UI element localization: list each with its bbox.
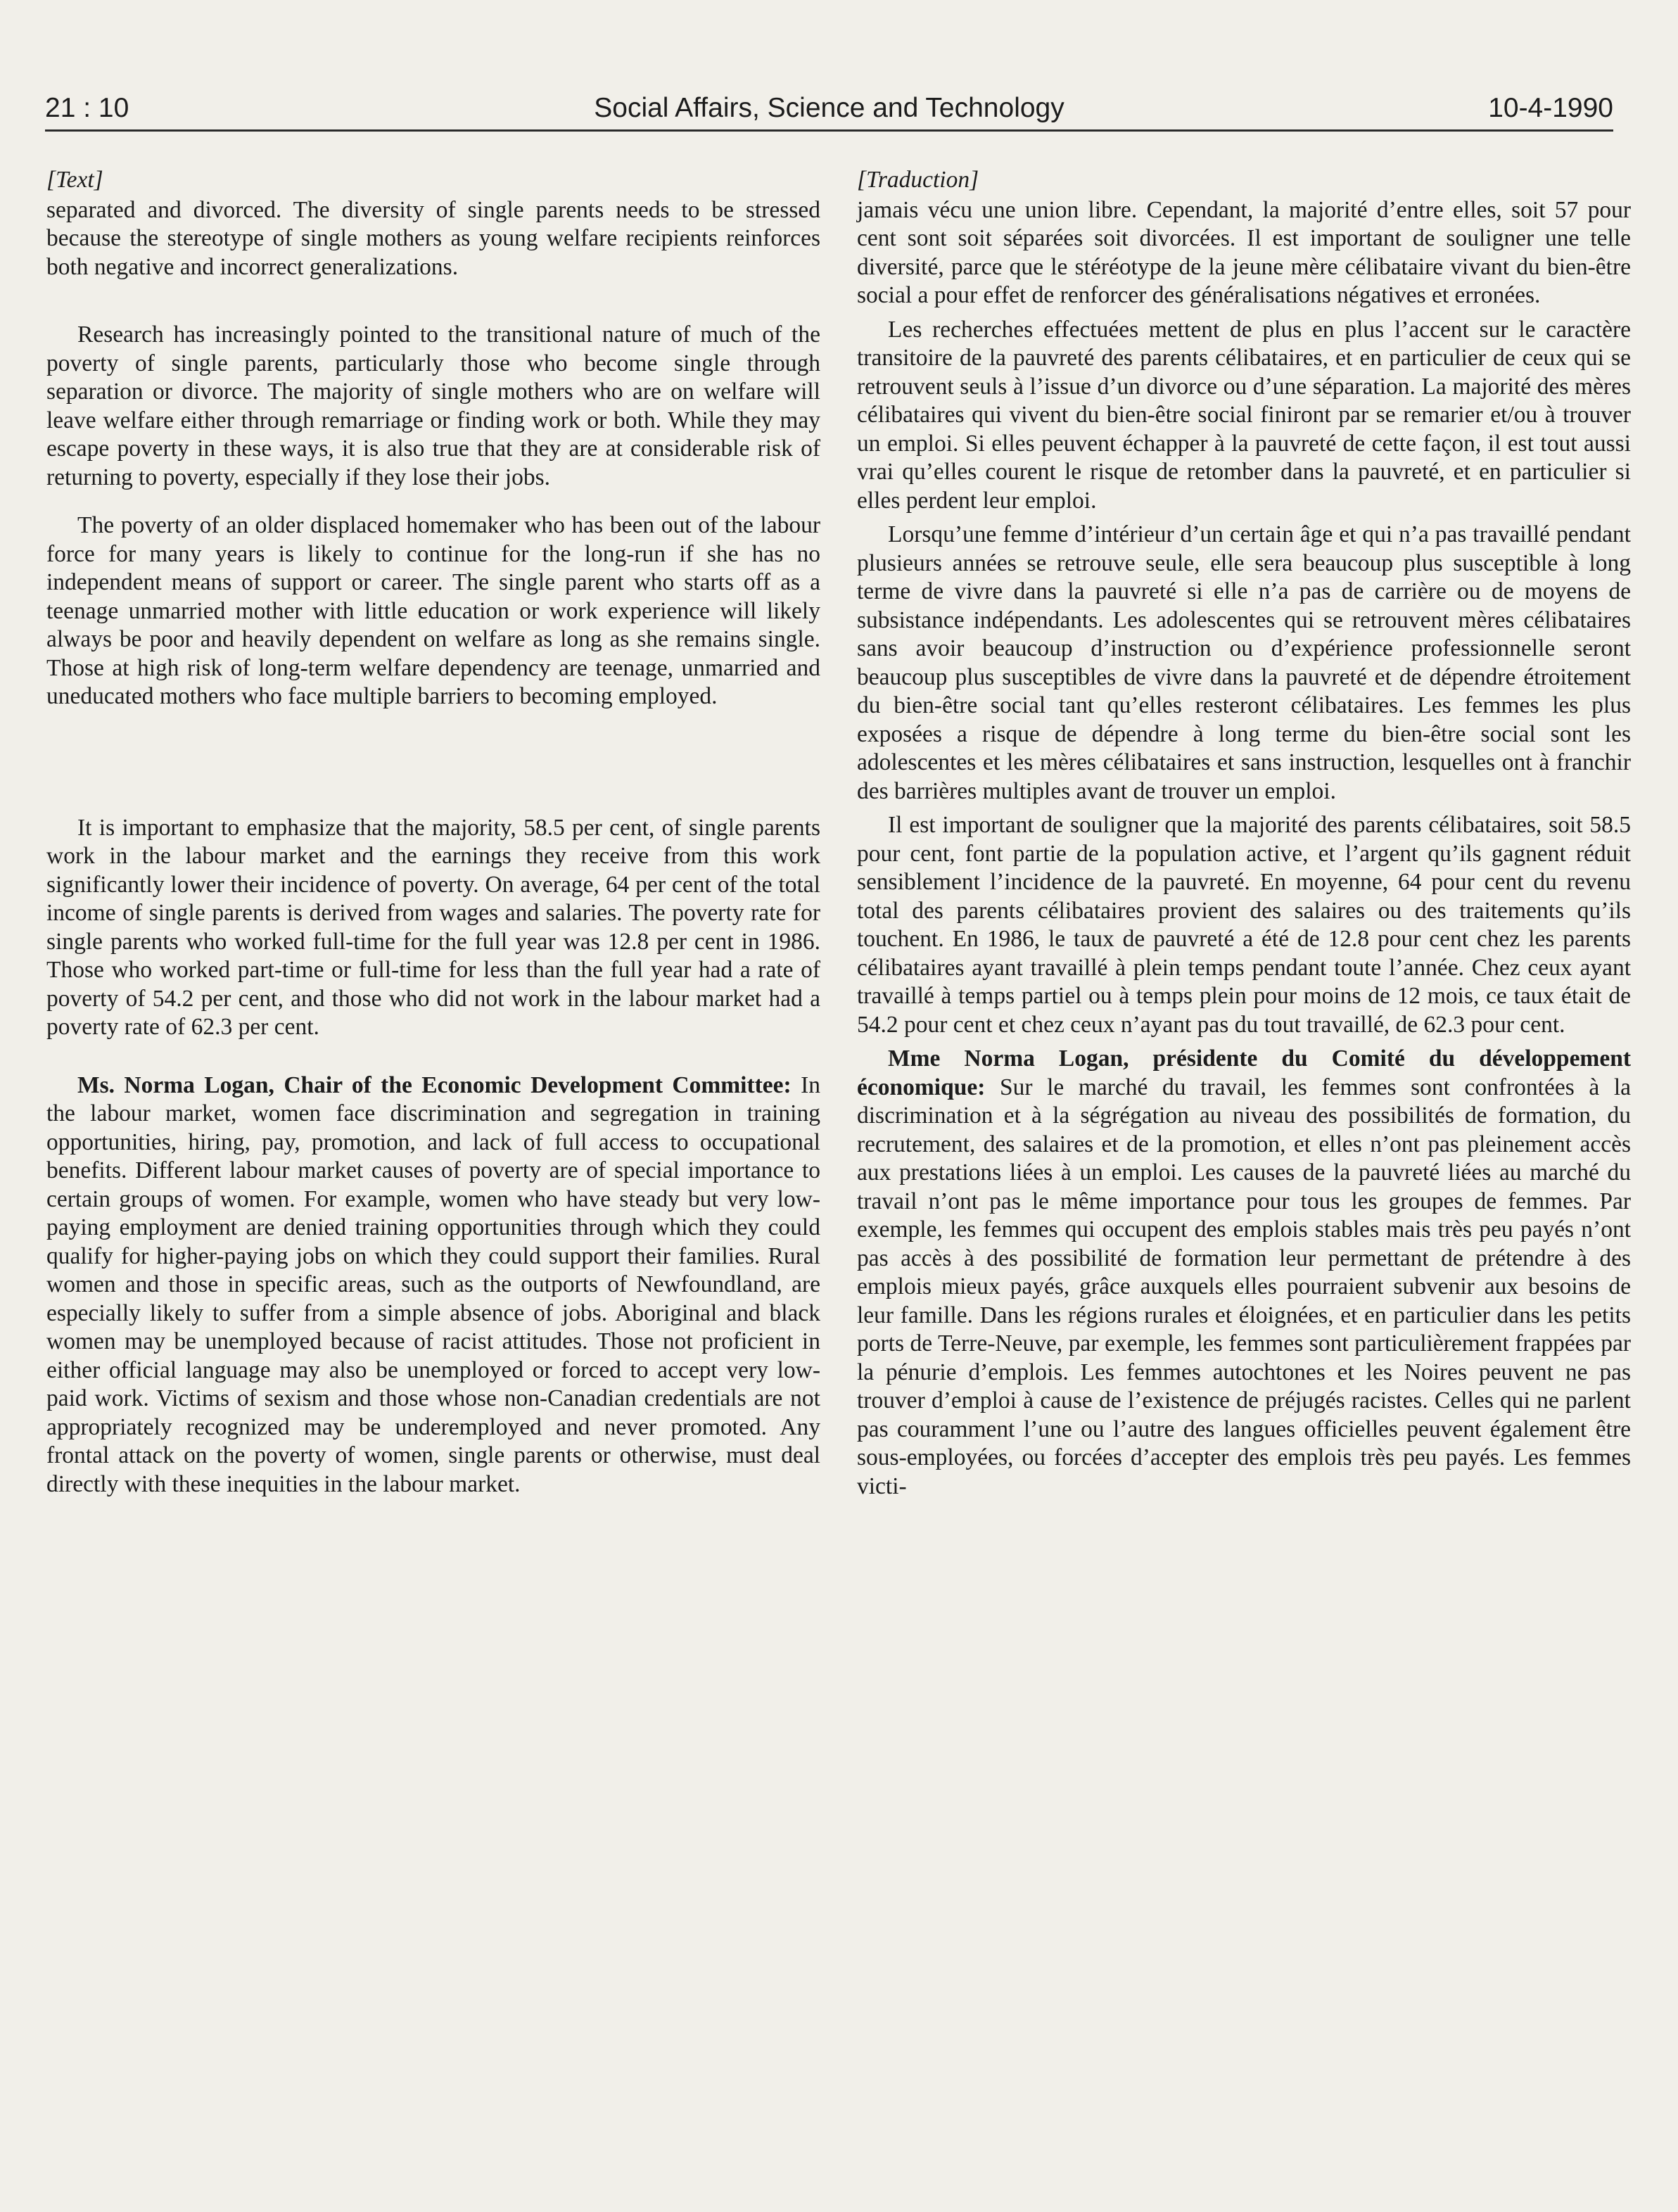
- text-label: [Text]: [46, 167, 103, 193]
- french-paragraph-2: Les recherches effectuées mettent de plus en plus l’accent sur le caractère transitoire de la pauvreté des parents célibataires, et en particulier de ceux qui se retrouvent seuls à l’issue d’un divorce ou d’une séparation. La majorité des mères célibataires qui vivent du bien-être social finiront par se remarier et/ou à trouver un emploi. Si elles peuvent échapper à la pauvreté de cette façon, il est tout aussi vrai qu’elles courent le risque de retomber dans la pauvreté, et en particulier si elles perdent leur emploi.: [857, 316, 1631, 514]
- english-paragraph-1: separated and divorced. The diversity of single parents needs to be stressed because the stereotype of single mothers as young welfare recipients reinforces both negative and incorrect generalizations.: [46, 196, 820, 280]
- french-column: [857, 166, 1631, 1501]
- traduction-label: [Traduction]: [857, 167, 979, 193]
- french-paragraph-3: Lorsqu’une femme d’intérieur d’un certain âge et qui n’a pas travaillé pendant plusieurs années se retrouve seule, elle sera beaucoup plus susceptible à long terme de vivre dans la pauvreté si elle n’a pas de carrière ou de moyens de subsistance indépendants. Les adolescentes qui se retrouvent mères célibataires sans avoir beaucoup d’instruction ou d’expérience professionnelle seront beaucoup plus susceptibles de vivre dans la pauvreté et de dépendre étroitement du bien-être social tant qu’elles resteront célibataires. Les femmes les plus exposées a risque de dépendre à long terme du bien-être social sont les adolescentes et les mères célibataires et sans instruction, lesquelles ont à franchir des barrières multiples avant de trouver un emploi.: [857, 521, 1631, 804]
- english-paragraph-4: It is important to emphasize that the majority, 58.5 per cent, of single parents work in the labour market and the earnings they receive from this work significantly lower their incidence of poverty. On average, 64 per cent of the total income of single parents is derived from wages and salaries. The poverty rate for single parents who worked full-time for the full year was 12.8 per cent in 1986. Those who worked part-time or full-time for less than the full year had a rate of poverty of 54.2 per cent, and those who did not work in the labour market had a poverty rate of 62.3 per cent.: [46, 814, 820, 1040]
- speaker-text-en: In the labour market, women face discrimination and segregation in training opportunities, hiring, pay, promotion, and lack of full access to occupational benefits. Different labour market causes of poverty are of special importance to certain groups of women. For example, women who have steady but very low-paying employment are denied training opportunities through which they could qualify for higher-paying jobs on which they could support their families. Rural women and those in specific areas, such as the outports of Newfoundland, are especially likely to suffer from a simple absence of jobs. Aboriginal and black women may be unemployed because of racist attitudes. Those not proficient in either official language may also be unemployed or forced to accept very low-paid work. Victims of sexism and those whose non-Canadian credentials are not appropriately recognized may be underemployed and never promoted. Any frontal attack on the poverty of women, single parents or otherwise, must deal directly with these inequities in the labour market.: [46, 1072, 820, 1497]
- page-reference: 21 : 10: [45, 93, 129, 123]
- english-column: [46, 166, 820, 1499]
- english-paragraph-2: Research has increasingly pointed to the transitional nature of much of the poverty of single parents, particularly those who become single through separation or divorce. The majority of single mothers who are on welfare will leave welfare either through remarriage or finding work or both. While they may escape poverty in these ways, it is also true that they are at considerable risk of returning to poverty, especially if they lose their jobs.: [46, 322, 820, 490]
- speaker-name-en: Ms. Norma Logan, Chair of the Economic Development Committee:: [77, 1072, 792, 1098]
- french-paragraph-1: jamais vécu une union libre. Cependant, la majorité d’entre elles, soit 57 pour cent sont soit séparées soit divorcées. Il est important de souligner une telle diversité, parce que le stéréotype de la jeune mère célibataire vivant du bien-être social a pour effet de renforcer des généralisations négatives et erronées.: [857, 196, 1631, 308]
- publication-date: 10-4-1990: [1488, 93, 1613, 123]
- french-paragraph-5: [857, 1045, 1631, 1501]
- running-header: [45, 89, 1613, 132]
- publication-title: Social Affairs, Science and Technology: [594, 93, 1064, 123]
- speaker-name-fr: Mme Norma Logan, présidente du Comité du développement économique:: [857, 1045, 1631, 1100]
- english-paragraph-3: The poverty of an older displaced homemaker who has been out of the labour force for many years is likely to continue for the long-run if she has no independent means of support or career. The single parent who starts off as a teenage unmarried mother with little education or work experience will likely always be poor and heavily dependent on welfare as long as she remains single. Those at high risk of long-term welfare dependency are teenage, unmarried and uneducated mothers who face multiple barriers to becoming employed.: [46, 512, 820, 709]
- speaker-text-fr: Sur le marché du travail, les femmes sont confrontées à la discrimination et à la ségrégation au niveau des possibilités de formation, du recrutement, des salaires et de la promotion, et elles n’ont pas pleinement accès aux prestations liées à un emploi. Les causes de la pauvreté liées au marché du travail n’ont pas le même importance pour tous les groupes de femmes. Par exemple, les femmes qui occupent des emplois stables mais très peu payés n’ont pas accès à des possibilité de formation leur permettant de prétendre à des emplois mieux payés, grâce auxquels elles pourraient subvenir aux besoins de leur famille. Dans les régions rurales et éloignées, et en particulier dans les petits ports de Terre-Neuve, par exemple, les femmes sont particulièrement frappées par la pénurie d’emplois. Les femmes autochtones et les Noires peuvent ne pas trouver d’emploi à cause de l’existence de préjugés racistes. Celles qui ne parlent pas couramment l’une ou l’autre des langues officielles peuvent également être sous-employées, ou forcées d’accepter des emplois très peu payés. Les femmes victi-: [857, 1074, 1631, 1499]
- french-paragraph-4: Il est important de souligner que la majorité des parents célibataires, soit 58.5 pour cent, font partie de la population active, et l’argent qu’ils gagnent réduit sensiblement l’incidence de la pauvreté. En moyenne, 64 pour cent du revenu total des parents célibataires provient des salaires ou des traitements qu’ils touchent. En 1986, le taux de pauvreté a été de 12.8 pour cent chez les parents célibataires ayant travaillé à plein temps pendant toute l’année. Chez ceux ayant travaillé à temps partiel ou à temps plein pour moins de 12 mois, ce taux était de 54.2 pour cent et chez ceux n’ayant pas du tout travaillé, de 62.3 pour cent.: [857, 812, 1631, 1038]
- english-paragraph-5: [46, 1072, 820, 1499]
